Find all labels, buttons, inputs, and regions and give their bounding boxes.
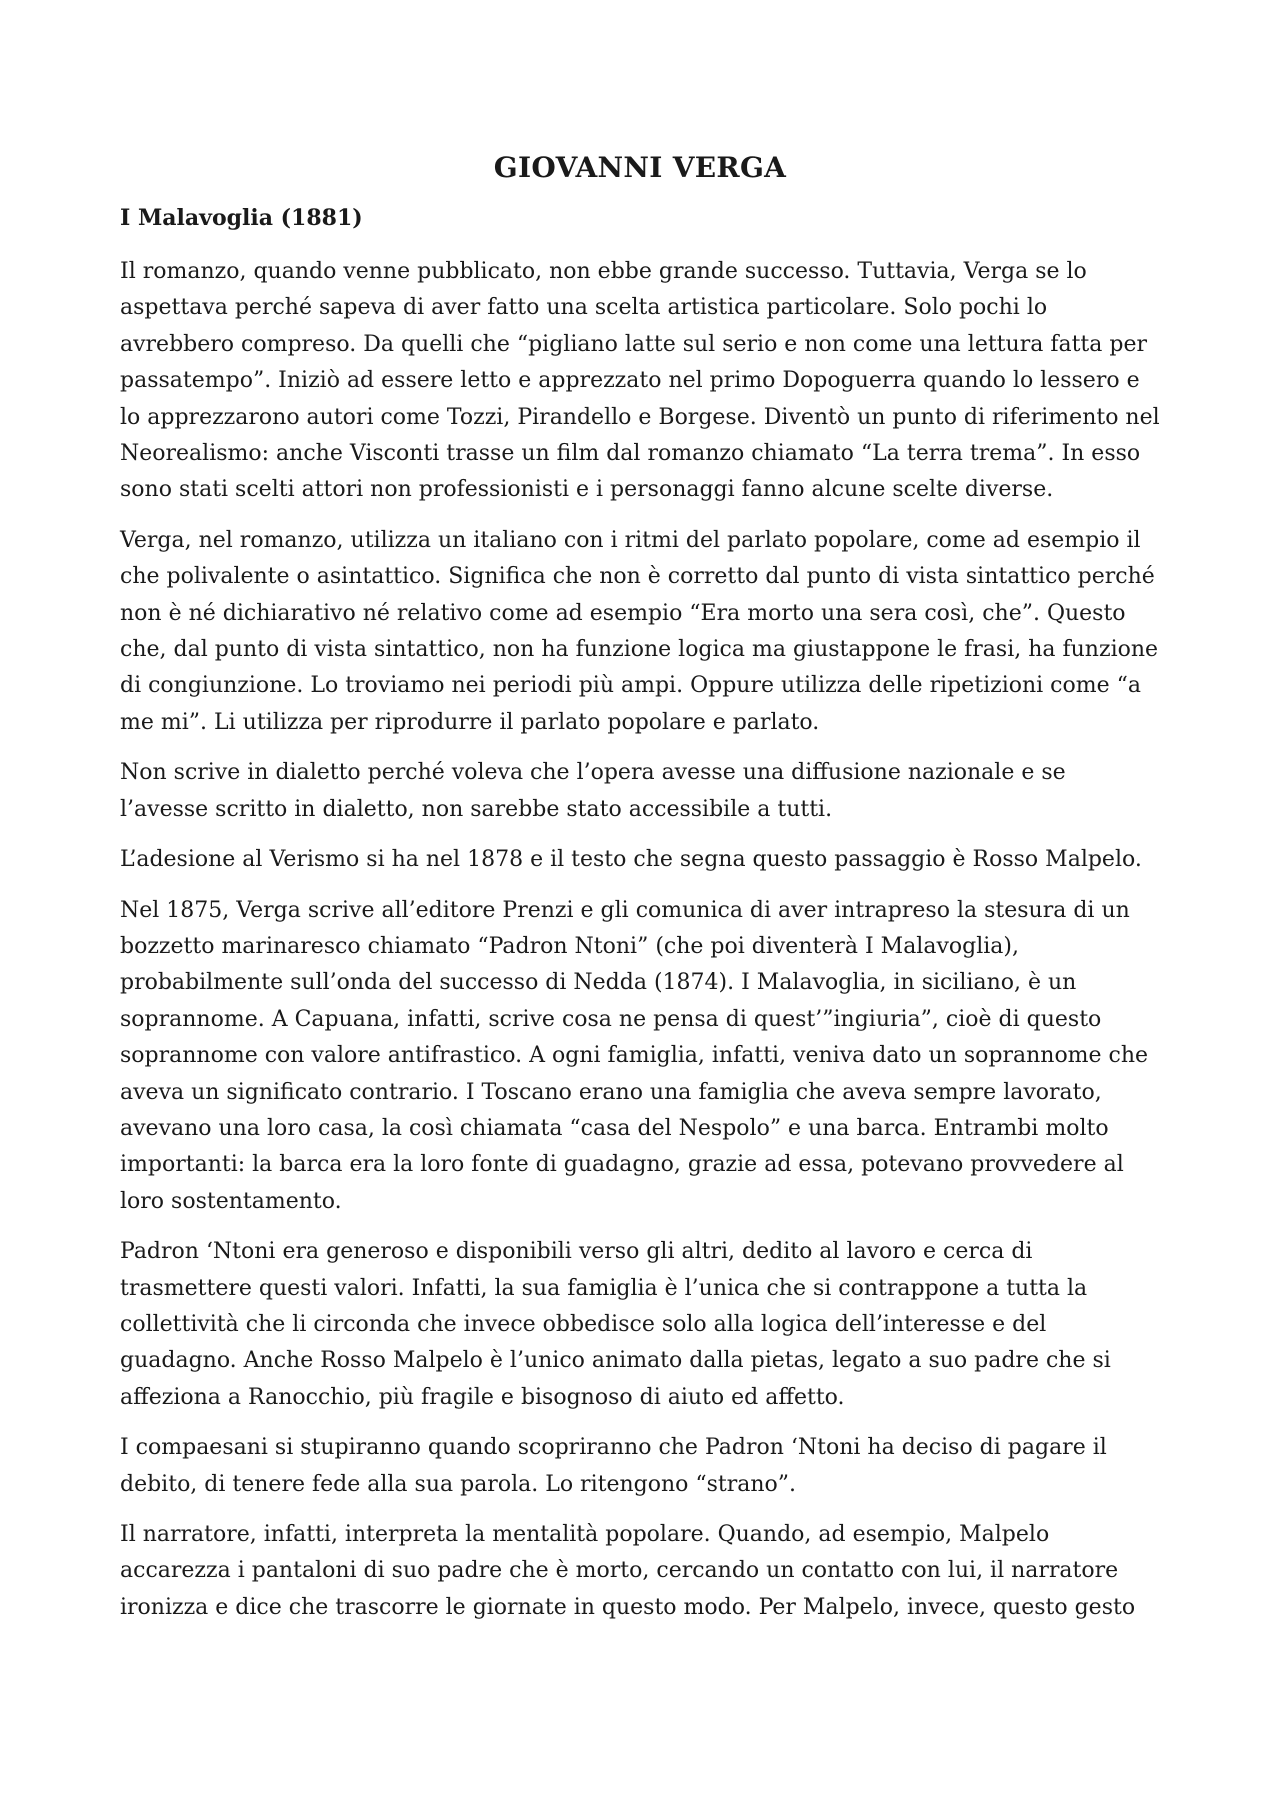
paragraph-7: I compaesani si stupiranno quando scopriranno che Padron ‘Ntoni ha deciso di pagare il debito, di tenere fede alla sua parola. Lo ritengono “strano”. (120, 1435, 1107, 1497)
paragraph-6: Padron ‘Ntoni era generoso e disponibili verso gli altri, dedito al lavoro e cerca di trasmettere questi valori. Infatti, la sua famiglia è l’unica che si contrappone a tutta la collettività che li circonda che invece obbedisce solo alla logica dell’interesse e del guadagno. Anche Rosso Malpelo è l’unico animato dalla pietas, legato a suo padre che si affeziona a Ranocchio, più fragile e bisognoso di aiuto ed affetto. (120, 1239, 1111, 1410)
page-title: GIOVANNI VERGA (493, 151, 787, 184)
paragraph-8: Il narratore, infatti, interpreta la mentalità popolare. Quando, ad esempio, Malpelo accarezza i pantaloni di suo padre che è morto, cercando un contatto con lui, il narratore ironizza e dice che trascorre le giornate in questo modo. Per Malpelo, invece, questo gesto (120, 1522, 1136, 1620)
paragraph-3: Non scrive in dialetto perché voleva che l’opera avesse una diffusione nazionale e se l’avesse scritto in dialetto, non sarebbe stato accessibile a tutti. (120, 760, 1066, 822)
section-heading: I Malavoglia (1881) (120, 205, 363, 231)
document-content (120, 150, 1160, 1640)
paragraph-1: Il romanzo, quando venne pubblicato, non ebbe grande successo. Tuttavia, Verga se lo aspettava perché sapeva di aver fatto una scelta artistica particolare. Solo pochi lo avrebbero compreso. Da quelli che “pigliano latte sul serio e non come una lettura fatta per passatempo”. Iniziò ad essere letto e apprezzato nel primo Dopoguerra quando lo lessero e lo apprezzarono autori come Tozzi, Pirandello e Borgese. Diventò un punto di riferimento nel Neorealismo: anche Visconti trasse un film dal romanzo chiamato “La terra trema”. In esso sono stati scelti attori non professionisti e i personaggi fanno alcune scelte diverse. (120, 259, 1160, 503)
paragraph-5: Nel 1875, Verga scrive all’editore Prenzi e gli comunica di aver intrapreso la stesura di un bozzetto marinaresco chiamato “Padron Ntoni” (che poi diventerà I Malavoglia), probabilmente sull’onda del successo di Nedda (1874). I Malavoglia, in siciliano, è un soprannome. A Capuana, infatti, scrive cosa ne pensa di quest’”ingiuria”, cioè di questo soprannome con valore antifrastico. A ogni famiglia, infatti, veniva dato un soprannome che aveva un significato contrario. I Toscano erano una famiglia che aveva sempre lavorato, avevano una loro casa, la così chiamata “casa del Nespolo” e una barca. Entrambi molto importanti: la barca era la loro fonte di guadagno, grazie ad essa, potevano provvedere al loro sostentamento. (120, 897, 1149, 1214)
paragraph-2: Verga, nel romanzo, utilizza un italiano con i ritmi del parlato popolare, come ad esempio il che polivalente o asintattico. Significa che non è corretto dal punto di vista sintattico perché non è né dichiarativo né relativo come ad esempio “Era morto una sera così, che”. Questo che, dal punto di vista sintattico, non ha funzione logica ma giustappone le frasi, ha funzione di congiunzione. Lo troviamo nei periodi più ampi. Oppure utilizza delle ripetizioni come “a me mi”. Li utilizza per riprodurre il parlato popolare e parlato. (120, 527, 1159, 735)
paragraph-4: L’adesione al Verismo si ha nel 1878 e il testo che segna questo passaggio è Rosso Malpelo. (120, 847, 1142, 873)
